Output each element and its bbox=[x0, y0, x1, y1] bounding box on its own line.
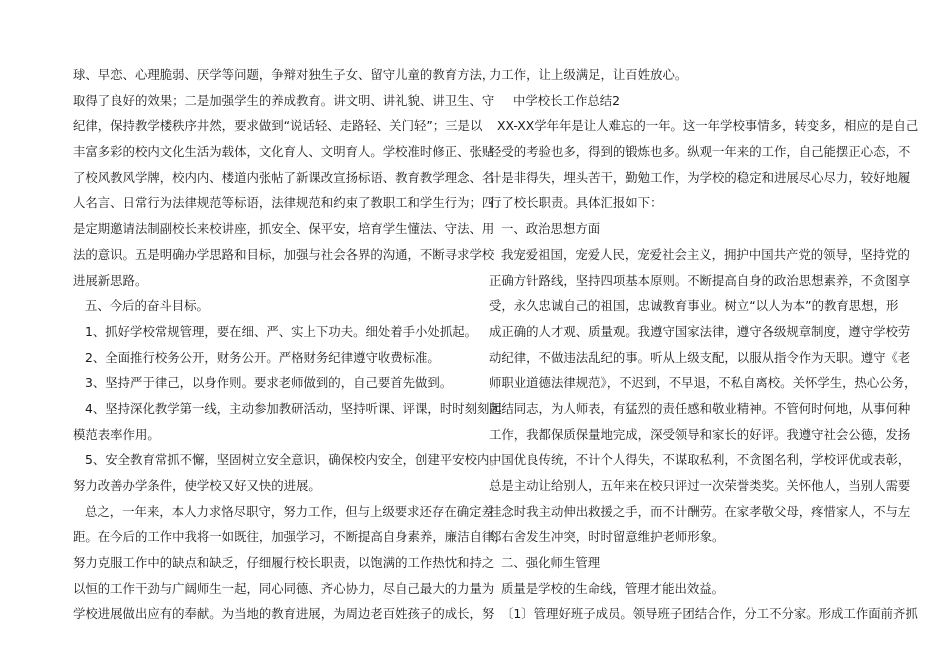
paragraph-line: 计是非得失，埋头苦干，勤勉工作，为学校的稳定和进展尽心尽力，较好地履 bbox=[489, 169, 911, 185]
paragraph-line: 质量是学校的生命线，管理才能出效益。 bbox=[501, 580, 725, 596]
paragraph-line: 正确方针路线，坚持四项基本原则。不断提高自身的政治思想素养，不贪图享 bbox=[489, 272, 911, 288]
paragraph-line: 动纪律，不做违法乱纪的事。听从上级支配，以服从指令作为天职。遵守《老 bbox=[489, 349, 911, 365]
paragraph-line: 是定期邀请法制副校长来校讲座，抓安全、保平安，培育学生懂法、守法、用 bbox=[73, 221, 495, 237]
paragraph-line: 〔1〕管理好班子成员。领导班子团结合作，分工不分家。形成工作面前齐抓 bbox=[501, 606, 918, 622]
list-item: 1、抓好学校常规管理，要在细、严、实上下功夫。细处着手小处抓起。 bbox=[85, 323, 477, 339]
paragraph-line: 师职业道德法律规范》，不迟到，不早退，不私自离校。关怀学生，热心公务， bbox=[489, 375, 917, 391]
paragraph-line: 力工作，让上级满足，让百姓放心。 bbox=[489, 67, 688, 82]
paragraph-line: 取得了良好的效果；二是加强学生的养成教育。讲文明、讲礼貌、讲卫生、守 bbox=[73, 92, 495, 108]
list-item: 3、坚持严于律己，以身作则。要求老师做到的，自己要首先做到。 bbox=[85, 375, 453, 391]
paragraph-line: 总是主动让给别人，五年来在校只评过一次荣誉类奖。关怀他人，当别人需要 bbox=[489, 478, 911, 493]
paragraph-line: 人名言、日常行为法律规范等标语，法律规范和约束了教职工和学生行为；四 bbox=[73, 195, 495, 211]
list-item: 5、安全教育常抓不懈，坚固树立安全意识，确保校内安全，创建平安校内。 bbox=[85, 452, 502, 468]
paragraph-line: 我宠爱祖国，宠爱人民，宠爱社会主义，拥护中国共产党的领导，坚持党的 bbox=[501, 246, 910, 262]
paragraph-line: 球、早恋、心理脆弱、厌学等问题，争辩对独生子女、留守儿童的教育方法， bbox=[73, 67, 495, 82]
right-text-column bbox=[489, 62, 919, 627]
paragraph-line: 丰富多彩的校内文化生活为载体，文化育人、文明育人。学校准时修正、张贴 bbox=[73, 144, 495, 160]
paragraph-line: 挂念时我主动伸出救援之手，而不计酬劳。在家孝敬父母，疼惜家人，不与左 bbox=[489, 503, 911, 519]
left-text-column bbox=[73, 62, 507, 627]
paragraph-line: 团结同志，为人师表，有猛烈的责任感和敬业精神。不管何时何地，从事何种 bbox=[489, 400, 911, 416]
paragraph-line: 模范表率作用。 bbox=[73, 426, 160, 442]
paragraph-line: 距。在今后的工作中我将一如既往，加强学习，不断提高自身素养，廉洁自律， bbox=[73, 529, 507, 545]
paragraph-line: 努力克服工作中的缺点和缺乏，仔细履行校长职责，以饱满的工作热忱和持之 bbox=[73, 555, 495, 571]
section-heading: 二、强化师生管理 bbox=[501, 555, 601, 571]
paragraph-line: 受，永久忠诚自己的祖国，忠诚教育事业。树立“以人为本”的教育思想，形 bbox=[489, 298, 899, 314]
list-item: 4、坚持深化教学第一线，主动参加教研活动，坚持听课、评课，时时刻刻起 bbox=[85, 400, 502, 416]
paragraph-line: 努力改善办学条件，使学校又好又快的进展。 bbox=[73, 478, 321, 493]
paragraph-line: 经受的考验也多，得到的锻炼也多。纵观一年来的工作，自己能摆正心态，不 bbox=[489, 144, 911, 160]
section-title: 中学校长工作总结2 bbox=[513, 92, 621, 108]
paragraph-line: 行了校长职责。具体汇报如下： bbox=[489, 195, 663, 211]
paragraph-line: 学校进展做出应有的奉献。为当地的教育进展，为周边老百姓孩子的成长，努 bbox=[73, 606, 495, 622]
paragraph-line: 中国优良传统，不计个人得失，不谋取私利，不贪图名利，学校评优或表彰， bbox=[489, 452, 911, 468]
list-item: 2、全面推行校务公开，财务公开。严格财务纪律遵守收费标准。 bbox=[85, 349, 440, 365]
paragraph-line: 工作，我都保质保量地完成，深受领导和家长的好评。我遵守社会公德，发扬 bbox=[489, 426, 911, 442]
paragraph-line: 进展新思路。 bbox=[73, 272, 148, 288]
paragraph-line: 总之，一年来，本人力求恪尽职守，努力工作，但与上级要求还存在确定差 bbox=[85, 503, 494, 519]
paragraph-line: 邻右舍发生冲突，时时留意维护老师形象。 bbox=[489, 529, 725, 545]
paragraph-line: XX-XX学年年是让人难忘的一年。这一年学校事情多，转变多，相应的是自己 bbox=[497, 118, 919, 134]
section-heading: 五、今后的奋斗目标。 bbox=[85, 298, 209, 314]
paragraph-line: 了校风教风学牌，校内内、楼道内张帖了新课改宣扬标语、教育教学理念、名 bbox=[73, 169, 495, 185]
paragraph-line: 法的意识。五是明确办学思路和目标，加强与社会各界的沟通，不断寻求学校 bbox=[73, 246, 495, 262]
section-heading: 一、政治思想方面 bbox=[501, 221, 601, 237]
paragraph-line: 以恒的工作干劲与广阔师生一起，同心同德、齐心协力，尽自己最大的力量为 bbox=[73, 580, 495, 596]
paragraph-line: 成正确的人才观、质量观。我遵守国家法律，遵守各级规章制度，遵守学校劳 bbox=[489, 323, 911, 339]
paragraph-line: 纪律，保持教学楼秩序井然，要求做到“说话轻、走路轻、关门轻”；三是以 bbox=[73, 118, 483, 134]
